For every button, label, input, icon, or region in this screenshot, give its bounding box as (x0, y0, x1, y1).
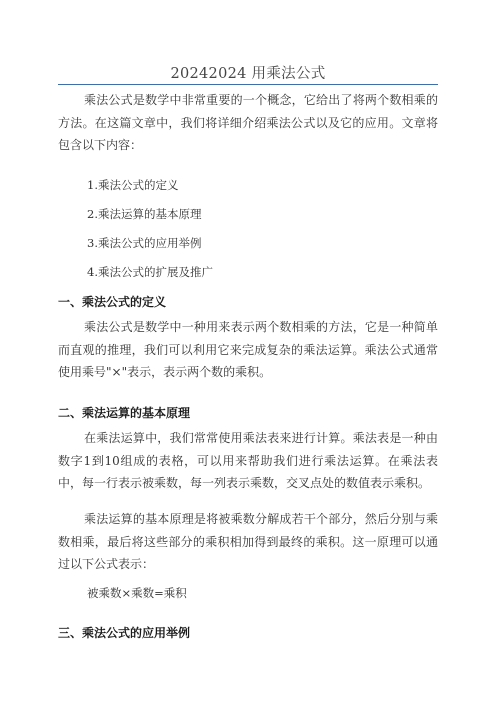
title-underline (58, 84, 438, 85)
toc-item-3: 3.乘法公式的应用举例 (87, 236, 202, 250)
section-heading-1: 一、乘法公式的定义 (58, 295, 167, 309)
toc-item-1: 1.乘法公式的定义 (87, 178, 179, 192)
section-heading-3: 三、乘法公式的应用举例 (58, 626, 191, 640)
section-1-paragraph: 乘法公式是数学中一种用来表示两个数相乘的方法，它是一种简单而直观的推理，我们可以利用它来完成复杂的乘法运算。乘法公式通常使用乘号"×"表示，表示两个数的乘积。 (58, 320, 438, 379)
intro-paragraph: 乘法公式是数学中非常重要的一个概念，它给出了将两个数相乘的方法。在这篇文章中，我们将详细介绍乘法公式以及它的应用。文章将包含以下内容： (58, 93, 438, 152)
page-title: 20242024 用乘法公式 (170, 66, 326, 82)
section-2-paragraph-2: 乘法运算的基本原理是将被乘数分解成若干个部分，然后分别与乘数相乘，最后将这些部分的乘积相加得到最终的乘积。这一原理可以通过以下公式表示： (58, 512, 438, 571)
toc-item-4: 4.乘法公式的扩展及推广 (87, 265, 213, 279)
section-2-paragraph-1: 在乘法运算中，我们常常使用乘法表来进行计算。乘法表是一种由数字1到10组成的表格，可以用来帮助我们进行乘法运算。在乘法表中，每一行表示被乘数，每一列表示乘数，交叉点处的数值表示乘积。 (58, 431, 438, 490)
toc-item-2: 2.乘法运算的基本原理 (87, 207, 202, 221)
section-heading-2: 二、乘法运算的基本原理 (58, 406, 191, 420)
formula-line: 被乘数×乘数=乘积 (87, 586, 187, 600)
